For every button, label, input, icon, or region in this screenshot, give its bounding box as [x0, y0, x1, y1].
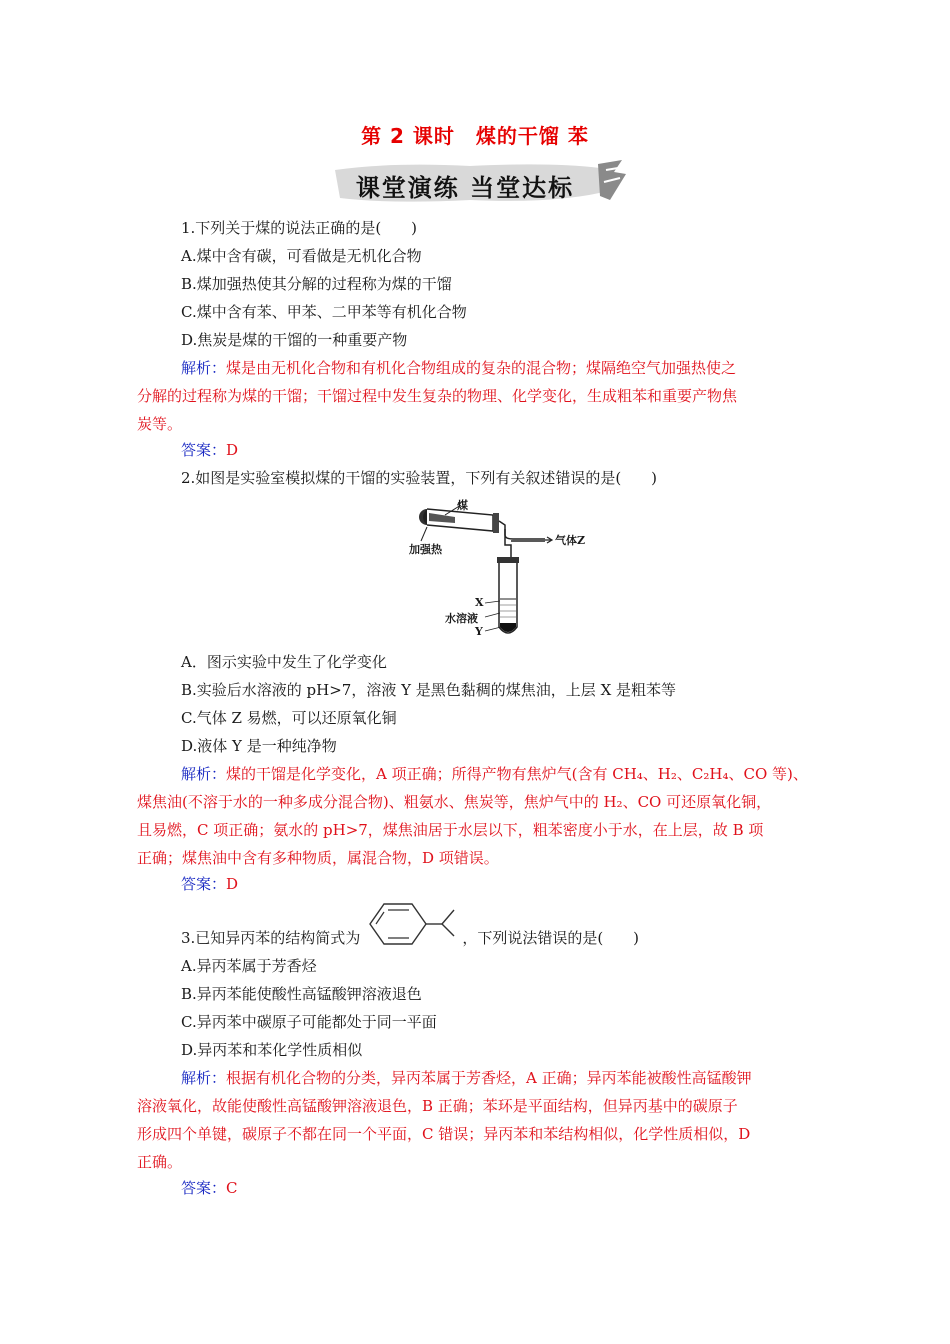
label-heat: 加强热	[409, 543, 442, 556]
q2-explain-label: 解析：	[181, 765, 227, 783]
q2-answer-value: D	[226, 875, 239, 893]
q1-stem: 1.下列关于煤的说法正确的是( )	[181, 219, 418, 237]
q2-answer	[181, 874, 238, 894]
q3-stem-end: ，下列说法错误的是( )	[462, 929, 640, 947]
q2-explain-line2: 煤焦油(不溶于水的一种多成分混合物)、粗氨水、焦炭等，焦炉气中的 H₂、CO 可还原氧化铜，	[137, 793, 772, 811]
dry-distillation-apparatus	[405, 495, 605, 645]
q3-explain-line1: 根据有机化合物的分类，异丙苯属于芳香烃，A 正确；异丙苯能被酸性高锰酸钾	[226, 1069, 752, 1087]
q1-option-a: A.煤中含有碳，可看做是无机化合物	[181, 247, 422, 265]
q2-explain-line1: 煤的干馏是化学变化，A 项正确；所得产物有焦炉气(含有 CH₄、H₂、C₂H₄、CO 等)、	[226, 765, 808, 783]
q3-explain-line3: 形成四个单键，碳原子不都在同一个平面，C 错误；异丙苯和苯结构相似，化学性质相似，D	[137, 1125, 751, 1143]
apparatus-drawing	[405, 495, 605, 645]
q3-option-a: A.异丙苯属于芳香烃	[181, 957, 317, 975]
q2-option-d: D.液体 Y 是一种纯净物	[181, 737, 337, 755]
label-x: X	[475, 596, 484, 609]
q3-answer	[181, 1178, 238, 1198]
label-coal: 煤	[457, 499, 468, 512]
q2-explain-line4: 正确；煤焦油中含有多种物质，属混合物，D 项错误。	[137, 849, 499, 867]
q3-explain-line4: 正确。	[137, 1153, 183, 1171]
q1-answer-label: 答案：	[181, 441, 227, 459]
q1-explanation	[137, 354, 827, 438]
q1-explain-label: 解析：	[181, 359, 227, 377]
banner-text: 课堂演练 当堂达标	[355, 174, 575, 202]
label-solution: 水溶液	[445, 612, 478, 625]
q2-option-c: C.气体 Z 易燃，可以还原氧化铜	[181, 709, 397, 727]
q3-option-d: D.异丙苯和苯化学性质相似	[181, 1041, 363, 1059]
q3-stem-start: 3.已知异丙苯的结构简式为	[181, 929, 361, 947]
q3-answer-label: 答案：	[181, 1179, 227, 1197]
label-gas-z: 气体Z	[555, 534, 586, 547]
q3-stem	[181, 928, 639, 948]
q2-stem: 2.如图是实验室模拟煤的干馏的实验装置，下列有关叙述错误的是( )	[181, 469, 658, 487]
q1-option-c: C.煤中含有苯、甲苯、二甲苯等有机化合物	[181, 303, 467, 321]
q2-option-a: A．图示实验中发生了化学变化	[181, 653, 387, 671]
q3-option-b: B.异丙苯能使酸性高锰酸钾溶液退色	[181, 985, 422, 1003]
section-banner	[330, 160, 630, 206]
q2-option-b: B.实验后水溶液的 pH>7，溶液 Y 是黑色黏稠的煤焦油，上层 X 是粗苯等	[181, 681, 677, 699]
q1-explain-line3: 炭等。	[137, 415, 183, 433]
q3-explanation	[137, 1064, 827, 1176]
q2-answer-label: 答案：	[181, 875, 227, 893]
q1-answer	[181, 440, 238, 460]
q1-explain-line2: 分解的过程称为煤的干馏；干馏过程中发生复杂的物理、化学变化，生成粗苯和重要产物焦	[137, 387, 738, 405]
q1-answer-value: D	[226, 441, 239, 459]
q2-explain-line3: 且易燃，C 项正确；氨水的 pH>7，煤焦油居于水层以下，粗苯密度小于水，在上层，故 B 项	[137, 821, 764, 839]
q3-answer-value: C	[226, 1179, 238, 1197]
label-y: Y	[475, 625, 483, 638]
q1-option-b: B.煤加强热使其分解的过程称为煤的干馏	[181, 275, 452, 293]
q3-explain-label: 解析：	[181, 1069, 227, 1087]
q2-explanation	[137, 760, 827, 872]
q3-option-c: C.异丙苯中碳原子可能都处于同一平面	[181, 1013, 437, 1031]
q1-explain-line1: 煤是由无机化合物和有机化合物组成的复杂的混合物；煤隔绝空气加强热使之	[226, 359, 737, 377]
q1-option-d: D.焦炭是煤的干馏的一种重要产物	[181, 331, 408, 349]
isopropylbenzene-formula-icon	[362, 898, 462, 952]
q3-explain-line2: 溶液氧化，故能使酸性高锰酸钾溶液退色，B 正确；苯环是平面结构，但异丙基中的碳原子	[137, 1097, 738, 1115]
lesson-title: 第 2 课时 煤的干馏 苯	[361, 124, 589, 148]
isopropylbenzene-structure	[360, 928, 462, 948]
